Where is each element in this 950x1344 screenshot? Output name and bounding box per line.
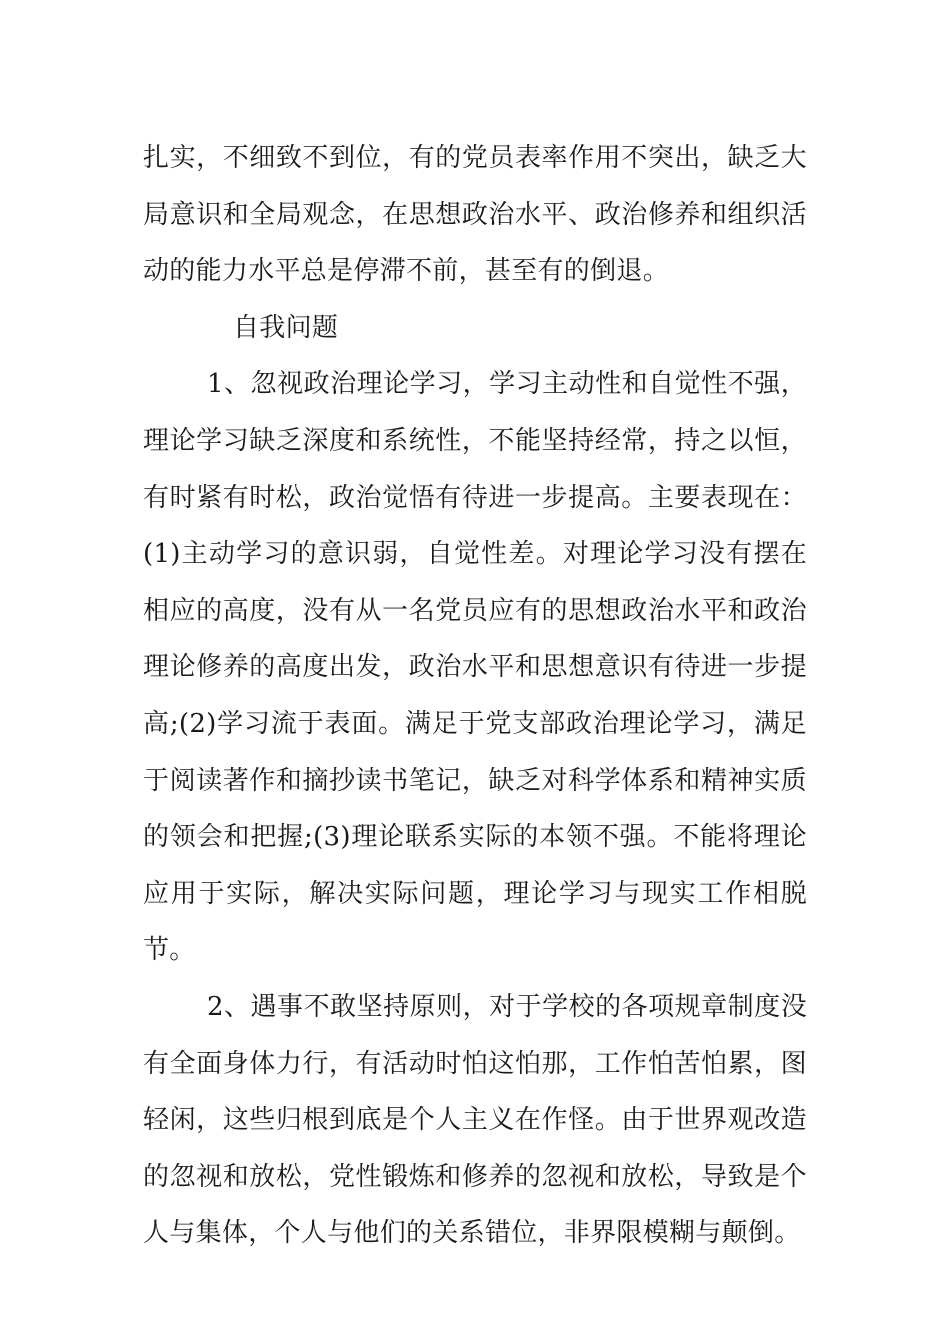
paragraph-item-2: 2、遇事不敢坚持原则，对于学校的各项规章制度没有全面身体力行，有活动时怕这怕那，工作怕苦怕累，图轻闲，这些归根到底是个人主义在作怪。由于世界观改造的忽视和放松，党性锻炼和修养的忽视和放松，导致是个人与集体，个人与他们的关系错位，非界限模糊与颠倒。 bbox=[143, 991, 807, 1249]
paragraph-continuation: 扎实，不细致不到位，有的党员表率作用不突出，缺乏大局意识和全局观念，在思想政治水平、政治修养和组织活动的能力水平总是停滞不前，甚至有的倒退。 bbox=[143, 143, 807, 287]
paragraph-item-1: 1、忽视政治理论学习，学习主动性和自觉性不强，理论学习缺乏深度和系统性，不能坚持经常，持之以恒，有时紧有时松，政治觉悟有待进一步提高。主要表现在：(1)主动学习的意识弱，自觉性差。对理论学习没有摆在相应的高度，没有从一名党员应有的思想政治水平和政治理论修养的高度出发，政治水平和思想意识有待进一步提高;(2)学习流于表面。满足于党支部政治理论学习，满足于阅读著作和摘抄读书笔记，缺乏对科学体系和精神实质的领会和把握;(3)理论联系实际的本领不强。不能将理论应用于实际，解决实际问题，理论学习与现实工作相脱节。 bbox=[143, 369, 807, 966]
document-body bbox=[143, 130, 807, 1262]
section-heading: 自我问题 bbox=[233, 312, 339, 343]
